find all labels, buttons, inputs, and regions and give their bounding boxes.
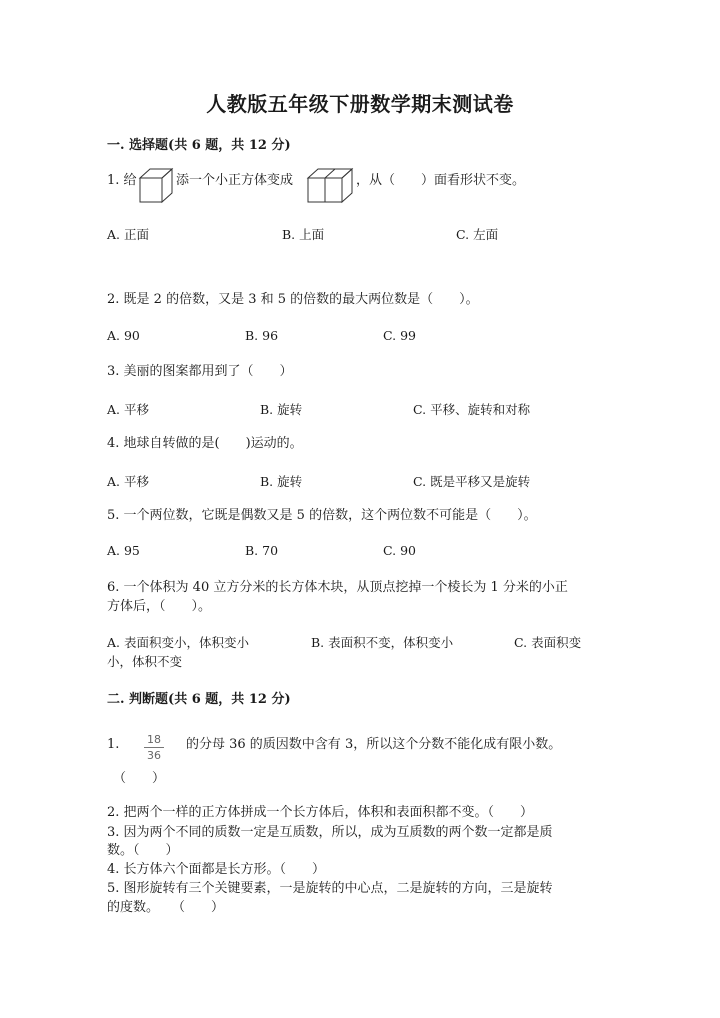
q5-text: 5. 一个两位数，它既是偶数又是 5 的倍数，这个两位数不可能是（ ）。 bbox=[107, 508, 537, 523]
q1-option-a: A. 正面 bbox=[107, 227, 149, 242]
judge-q1-text: 的分母 36 的质因数中含有 3，所以这个分数不能化成有限小数。 bbox=[186, 737, 562, 752]
q4-option-b: B. 旋转 bbox=[260, 474, 303, 489]
q3-option-a: A. 平移 bbox=[107, 402, 149, 417]
q2-option-a: A. 90 bbox=[107, 328, 140, 343]
q6-text-line1: 6. 一个体积为 40 立方分米的长方体木块，从顶点挖掉一个棱长为 1 分米的小正 bbox=[107, 580, 568, 595]
judge-q4-text: 4. 长方体六个面都是长方形。（ ） bbox=[107, 862, 326, 877]
section-heading-judgement: 二. 判断题(共 6 题，共 12 分) bbox=[107, 692, 291, 707]
cube-icon bbox=[138, 166, 176, 206]
fraction-bar bbox=[144, 747, 164, 748]
q5-option-a: A. 95 bbox=[107, 543, 140, 558]
q5-option-b: B. 70 bbox=[245, 543, 279, 558]
judge-q2-text: 2. 把两个一样的正方体拼成一个长方体后，体积和表面积都不变。（ ） bbox=[107, 805, 534, 820]
q4-option-c: C. 既是平移又是旋转 bbox=[413, 474, 531, 489]
q5-option-c: C. 90 bbox=[383, 543, 416, 558]
q1-prefix: 1. 给 bbox=[107, 173, 137, 188]
fraction bbox=[144, 733, 164, 762]
q6-option-c: C. 表面积变 bbox=[514, 635, 582, 650]
q6-option-c-continued: 小，体积不变 bbox=[107, 654, 183, 669]
fraction-denominator: 36 bbox=[147, 749, 161, 762]
q2-option-c: C. 99 bbox=[383, 328, 416, 343]
q2-option-b: B. 96 bbox=[245, 328, 279, 343]
q1-option-b: B. 上面 bbox=[282, 227, 325, 242]
judge-q3-line1: 3. 因为两个不同的质数一定是互质数，所以，成为互质数的两个数一定都是质 bbox=[107, 825, 553, 840]
page-title: 人教版五年级下册数学期末测试卷 bbox=[206, 92, 514, 116]
q6-option-a: A. 表面积变小，体积变小 bbox=[107, 635, 249, 650]
q3-option-b: B. 旋转 bbox=[260, 402, 303, 417]
judge-q5-line2: 的度数。 （ ） bbox=[107, 900, 225, 915]
section-heading-choice: 一. 选择题(共 6 题，共 12 分) bbox=[107, 138, 291, 153]
q1-middle: 添一个小正方体变成 bbox=[176, 173, 294, 188]
q6-text-line2: 方体后，（ ）。 bbox=[107, 599, 212, 614]
q4-text: 4. 地球自转做的是( )运动的。 bbox=[107, 436, 303, 451]
judge-q1-prefix: 1. bbox=[107, 737, 120, 752]
judge-q5-line1: 5. 图形旋转有三个关键要素，一是旋转的中心点，二是旋转的方向，三是旋转 bbox=[107, 881, 553, 896]
q2-text: 2. 既是 2 的倍数，又是 3 和 5 的倍数的最大两位数是（ ）。 bbox=[107, 292, 479, 307]
q6-option-b: B. 表面积不变，体积变小 bbox=[311, 635, 454, 650]
q4-option-a: A. 平移 bbox=[107, 474, 149, 489]
judge-q3-line2: 数。（ ） bbox=[107, 843, 179, 858]
q3-option-c: C. 平移、旋转和对称 bbox=[413, 402, 531, 417]
q1-suffix: ，从（ ）面看形状不变。 bbox=[356, 173, 526, 188]
two-cubes-icon bbox=[306, 164, 356, 206]
fraction-numerator: 18 bbox=[147, 733, 161, 746]
q3-text: 3. 美丽的图案都用到了（ ） bbox=[107, 364, 293, 379]
judge-q1-blank: （ ） bbox=[113, 771, 166, 786]
q1-option-c: C. 左面 bbox=[456, 227, 499, 242]
